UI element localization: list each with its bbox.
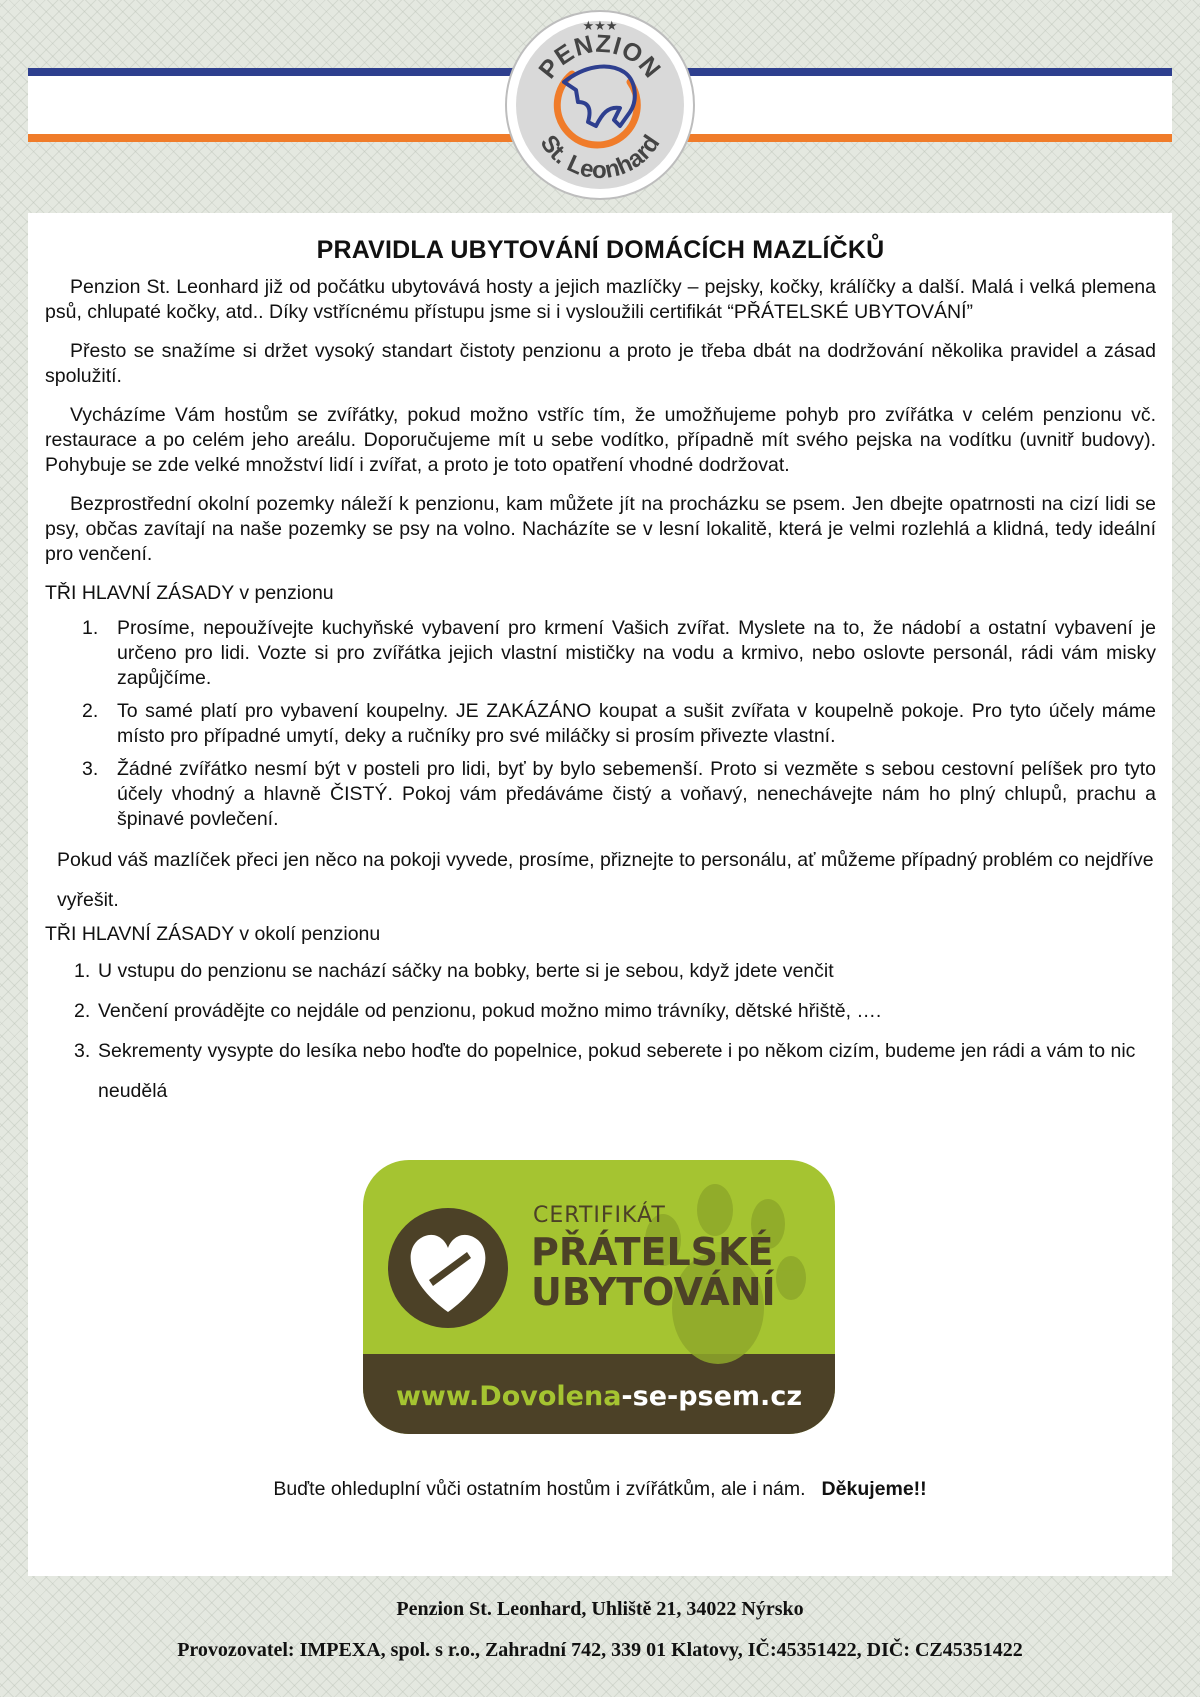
certificate-label: CERTIFIKÁT bbox=[533, 1203, 666, 1228]
list-item-text: Žádné zvířátko nesmí být v posteli pro lidi, byť by bylo sebemenší. Proto si vezměte s sebou cestovní pelíšek pro tyto účely vhodný a hlavně ČISTÝ. Pokoj vám předáváme čistý a voňavý, nenechávejte nám ho plný chlupů, prachu a špinavé povlečení. bbox=[117, 758, 1156, 830]
list-item-text: Prosíme, nepoužívejte kuchyňské vybavení pro krmení Vašich zvířat. Myslete na to, že nádobí a ostatní vybavení je určeno pro lidi. Vozte si pro zvířátka jejich vlastní mističky na vodu a krmivo, nebo oslovte personál, rádi vám misky zapůjčíme. bbox=[117, 617, 1156, 689]
list-item bbox=[82, 699, 1156, 749]
logo-top-text: PENZION bbox=[533, 29, 667, 84]
list-number: 1. bbox=[74, 960, 91, 982]
list-item bbox=[82, 757, 1156, 832]
movement-paragraph: Vycházíme Vám hostům se zvířátky, pokud možno vstříc tím, že umožňujeme pohyb pro zvířátka v celém penzionu vč. restaurace a po celém jeho areálu. Doporučujeme mít u sebe vodítko, případně mít svého pejska na vodítku (uvnitř budovy). Pohybuje se zde velké množství lidí i zvířat, a proto je toto opatření vhodné dodržovat. bbox=[45, 404, 1156, 476]
list-item-text: U vstupu do penzionu se nachází sáčky na bobky, berte si je sebou, když jdete venčit bbox=[98, 960, 834, 982]
intro-paragraph: Penzion St. Leonhard již od počátku ubytovává hosty a jejich mazlíčky – pejsky, kočky, králíčky a další. Malá i velká plemena psů, chlupaté kočky, atd.. Díky vstřícnému přístupu jsme si i vysloužili certifikát “PŘÁTELSKÉ UBYTOVÁNÍ” bbox=[45, 276, 1156, 323]
list-item-text: Venčení provádějte co nejdále od penzionu, pokud možno mimo trávníky, dětské hřiště, …. bbox=[98, 1000, 882, 1022]
list-item bbox=[74, 991, 1156, 1031]
closing-thanks: Děkujeme!! bbox=[821, 1478, 927, 1500]
penzion-rules-list bbox=[45, 616, 1156, 832]
incident-paragraph: Pokud váš mazlíček přeci jen něco na pokoji vyvede, prosíme, přiznejte to personálu, ať můžeme případný problém co nejdříve vyřešit. bbox=[57, 849, 1154, 911]
certificate-badge bbox=[363, 1160, 835, 1434]
surroundings-paragraph: Bezprostřední okolní pozemky náleží k penzionu, kam můžete jít na procházku se psem. Jen dbejte opatrnosti na cizí lidi se psy, občas zavítají na naše pozemky se psy na volno. Nacházíte se v lesní lokalitě, která je velmi rozlehlá a klidná, tedy ideální pro venčení. bbox=[45, 493, 1156, 565]
list-number: 3. bbox=[74, 1040, 91, 1062]
section-heading-penzion: TŘI HLAVNÍ ZÁSADY v penzionu bbox=[45, 582, 334, 604]
list-item bbox=[74, 1031, 1156, 1111]
list-number: 1. bbox=[82, 617, 99, 639]
list-item bbox=[82, 616, 1156, 691]
list-number: 3. bbox=[82, 758, 99, 780]
document-title: PRAVIDLA UBYTOVÁNÍ DOMÁCÍCH MAZLÍČKŮ bbox=[316, 236, 885, 264]
standards-paragraph: Přesto se snažíme si držet vysoký standart čistoty penzionu a proto je třeba dbát na dodržování několika pravidel a zásad spolužití. bbox=[45, 340, 1156, 387]
heart-badge-icon bbox=[388, 1208, 508, 1328]
list-number: 2. bbox=[82, 700, 99, 722]
list-number: 2. bbox=[74, 1000, 91, 1022]
certificate-url: www.Dovolena-se-psem.cz bbox=[395, 1381, 803, 1412]
document-sheet bbox=[28, 213, 1172, 1576]
closing-line bbox=[28, 1478, 1172, 1501]
footer-operator: Provozovatel: IMPEXA, spol. s r.o., Zahradní 742, 339 01 Klatovy, IČ:45351422, DIČ: CZ45351422 bbox=[177, 1639, 1023, 1661]
footer-address: Penzion St. Leonhard, Uhliště 21, 34022 Nýrsko bbox=[396, 1598, 804, 1620]
certificate-title-line1: PŘÁTELSKÉ bbox=[531, 1230, 774, 1274]
list-item-text: To samé platí pro vybavení koupelny. JE ZAKÁZÁNO koupat a sušit zvířata v koupelně pokoje. Pro tyto účely máme místo pro případné umytí, deky a ručníky pro své miláčky si prosím přivezte vlastní. bbox=[117, 700, 1156, 747]
list-item-text: Sekrementy vysypte do lesíka nebo hoďte do popelnice, pokud seberete i po někom cizím, budeme jen rádi a vám to nic neudělá bbox=[98, 1040, 1136, 1102]
certificate-title-line2: UBYTOVÁNÍ bbox=[531, 1270, 776, 1314]
list-item bbox=[74, 951, 1156, 991]
closing-text: Buďte ohleduplní vůči ostatním hostům i zvířátkům, ale i nám. bbox=[273, 1478, 806, 1500]
logo-bottom-text: St. Leonhard bbox=[534, 130, 666, 185]
section-heading-surroundings: TŘI HLAVNÍ ZÁSADY v okolí penzionu bbox=[45, 923, 381, 945]
surroundings-rules-list bbox=[45, 951, 1156, 1111]
penzion-logo bbox=[504, 8, 696, 202]
logo-stars: ★★★ bbox=[582, 19, 618, 34]
